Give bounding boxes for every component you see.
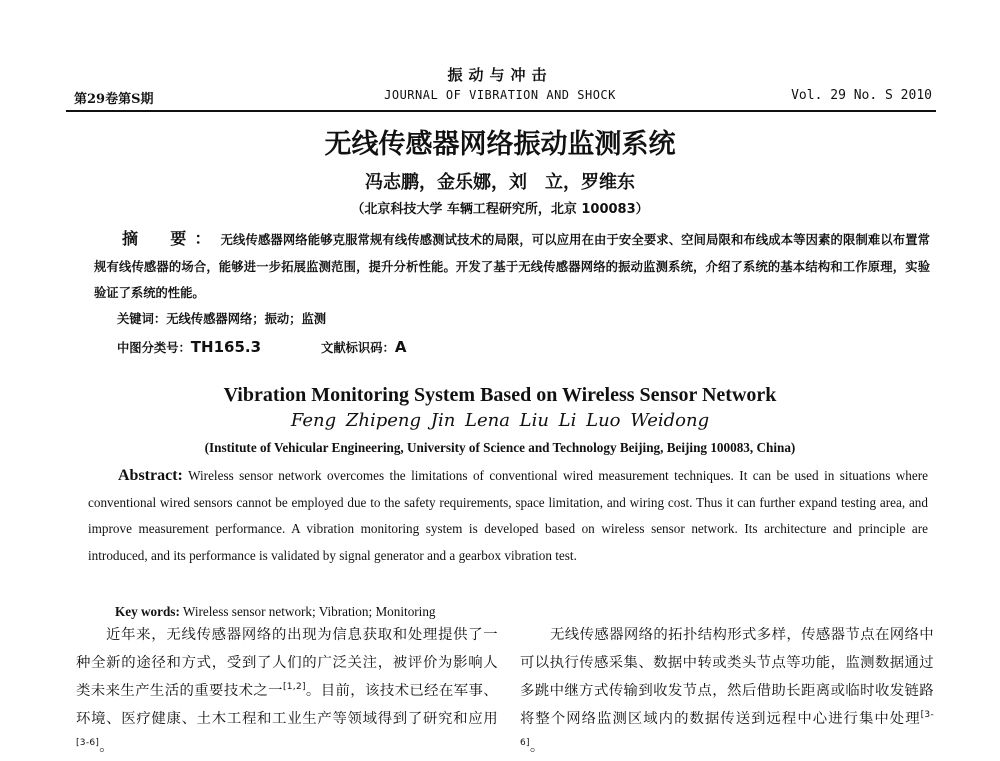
- abstract-cn: [94, 226, 930, 307]
- keywords-label-en: Key words:: [115, 604, 180, 619]
- authors-cn: 冯志鹏，金乐娜，刘 立，罗维东: [365, 172, 635, 193]
- keywords-en: [115, 604, 436, 620]
- paper-title-cn: 无线传感器网络振动监测系统: [324, 129, 676, 160]
- citation-ref: [3-6]: [520, 710, 934, 749]
- keywords-cn: [117, 306, 326, 333]
- volume-info-cn: 第29卷第S期: [74, 92, 154, 107]
- journal-title-cn: 振动与冲击: [447, 66, 553, 84]
- abstract-text-cn: 无线传感器网络能够克服常规有线传感测试技术的局限，可以应用在由于安全要求、空间局限和布线成本等因素的限制难以布置常规有线传感器的场合，能够进一步拓展监测范围，提升分析性能。开发了基于无线传感器网络的振动监测系统，介绍了系统的基本结构和工作原理，实验验证了系统的性能。: [94, 233, 930, 300]
- volume-info-en: Vol. 29 No. S 2010: [791, 88, 932, 103]
- classification-line: [117, 334, 466, 362]
- keywords-text-cn: 无线传感器网络；振动；监测: [166, 312, 327, 326]
- doc-code-value: A: [394, 338, 407, 356]
- keywords-label-cn: 关键词：: [117, 312, 167, 326]
- body-column-left: [76, 621, 498, 761]
- journal-title-en: JOURNAL OF VIBRATION AND SHOCK: [384, 88, 616, 102]
- abstract-text-en: Wireless sensor network overcomes the limitations of conventional wired measurement techniques. It can be used in situations where conventional wired sensors cannot be employed due to the safety requirements, space limitation, and wiring cost. Thus it can further expand testing area, and improve measurement performance. A vibration monitoring system is developed based on wireless sensor network. Its architecture and principle are introduced, and its performance is validated by signal generator and a gearbox vibration test.: [88, 468, 928, 563]
- doc-code-label: 文献标识码：: [321, 341, 395, 355]
- body-left-text-2: 。目前，该技术已经在军事、环境、医疗健康、土木工程和工业生产等领域得到了研究和应用: [76, 683, 498, 727]
- paper-title-en: Vibration Monitoring System Based on Wireless Sensor Network: [223, 384, 777, 406]
- abstract-label-cn: 摘 要：: [122, 229, 219, 248]
- header-rule: [66, 110, 936, 112]
- body-right-text: 无线传感器网络的拓扑结构形式多样，传感器节点在网络中可以执行传感采集、数据中转或类头节点等功能，监测数据通过多跳中继方式传输到收发节点，然后借助长距离或临时收发链路将整个网络监测区域内的数据传送到远程中心进行集中处理: [520, 627, 934, 727]
- body-left-text-1: 近年来，无线传感器网络的出现为信息获取和处理提供了一种全新的途径和方式，受到了人们的广泛关注，被评价为影响人类未来生产生活的重要技术之一: [76, 627, 498, 699]
- body-column-right: [520, 621, 934, 761]
- authors-en: Feng Zhipeng Jin Lena Liu Li Luo Weidong: [290, 410, 710, 431]
- abstract-label-en: Abstract:: [118, 467, 183, 484]
- affiliation-cn: （北京科技大学 车辆工程研究所，北京 100083）: [351, 202, 649, 217]
- clc-label: 中图分类号：: [117, 341, 191, 355]
- keywords-text-en: Wireless sensor network; Vibration; Monitoring: [182, 604, 436, 619]
- clc-value: TH165.3: [190, 338, 262, 356]
- citation-ref: [3-6]: [76, 738, 100, 749]
- body-left-end: 。: [99, 739, 114, 755]
- affiliation-en: (Institute of Vehicular Engineering, University of Science and Technology Beijing, Beijing 100083, China): [204, 440, 796, 455]
- abstract-en: [88, 463, 928, 569]
- citation-ref: [1,2]: [282, 682, 306, 693]
- body-right-end: 。: [529, 739, 545, 755]
